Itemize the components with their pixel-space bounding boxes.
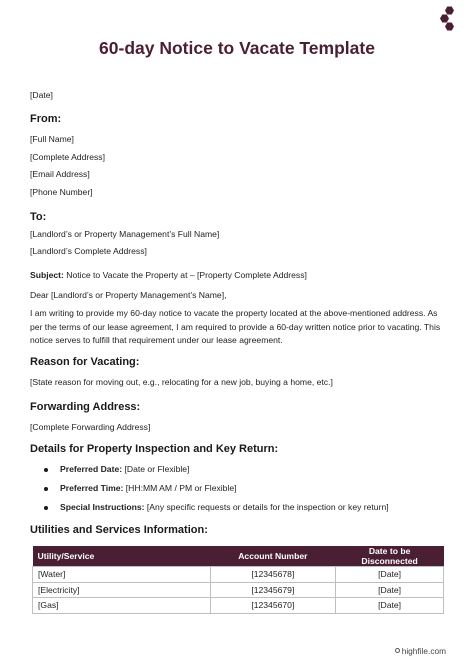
- body-paragraph: I am writing to provide my 60-day notice to vacate the property located at the above-mentioned address. As per the terms of our lease agreement, I am required to provide a 60-day written notice prior to vacating. This notice serves to fulfill that requirement under our lease agreement.: [30, 308, 441, 345]
- column-header: Account Number: [210, 546, 336, 567]
- preferred-time-value: [HH:MM AM / PM or Flexible]: [123, 483, 237, 493]
- from-address: [Complete Address]: [30, 152, 105, 162]
- table-cell: [Date]: [336, 567, 444, 583]
- hexagon-icon: [440, 14, 449, 23]
- salutation: Dear [Landlord’s or Property Management’s Name],: [30, 290, 227, 300]
- to-landlord-address: [Landlord’s Complete Address]: [30, 246, 147, 256]
- from-full-name: [Full Name]: [30, 134, 74, 144]
- footer-text: highfile.com: [401, 646, 446, 656]
- forwarding-text: [Complete Forwarding Address]: [30, 422, 151, 432]
- date-line: [Date]: [30, 90, 53, 100]
- special-instructions-value: [Any specific requests or details for the inspection or key return]: [144, 502, 389, 512]
- table-cell: [12345678]: [210, 567, 336, 583]
- reason-text: [State reason for moving out, e.g., relocating for a new job, buying a home, etc.]: [30, 377, 333, 387]
- subject-text: Notice to Vacate the Property at – [Property Complete Address]: [63, 270, 307, 280]
- table-row: [33, 582, 444, 598]
- column-header: Date to be Disconnected: [336, 546, 444, 567]
- table-cell: [Date]: [336, 598, 444, 614]
- table-row: [33, 598, 444, 614]
- list-item: [30, 464, 389, 475]
- preferred-date-label: Preferred Date:: [60, 464, 123, 474]
- utilities-heading: Utilities and Services Information:: [30, 524, 208, 536]
- preferred-date-value: [Date or Flexible]: [122, 464, 190, 474]
- table-cell: [Electricity]: [33, 582, 211, 598]
- table-cell: [Gas]: [33, 598, 211, 614]
- footer-source[interactable]: [395, 646, 446, 656]
- inspection-list: [30, 464, 389, 521]
- forwarding-heading: Forwarding Address:: [30, 401, 141, 413]
- inspection-heading: Details for Property Inspection and Key Return:: [30, 443, 279, 455]
- table-cell: [12345679]: [210, 582, 336, 598]
- table-row: [33, 567, 444, 583]
- lock-icon: [395, 648, 400, 653]
- preferred-time-label: Preferred Time:: [60, 483, 124, 493]
- list-item: [30, 502, 389, 513]
- from-email: [Email Address]: [30, 169, 90, 179]
- from-phone: [Phone Number]: [30, 187, 93, 197]
- subject-line: [30, 270, 307, 281]
- hexagon-icon: [445, 6, 454, 15]
- special-instructions-label: Special Instructions:: [60, 502, 145, 512]
- utilities-table: [32, 546, 444, 614]
- to-heading: To:: [30, 211, 47, 223]
- table-cell: [12345670]: [210, 598, 336, 614]
- table-header-row: [33, 546, 444, 567]
- page-title: 60-day Notice to Vacate Template: [99, 38, 375, 58]
- table-cell: [Date]: [336, 582, 444, 598]
- column-header: Utility/Service: [33, 546, 211, 567]
- from-heading: From:: [30, 113, 62, 125]
- corner-hexagon-decoration: [440, 6, 460, 32]
- to-landlord-name: [Landlord’s or Property Management’s Full Name]: [30, 229, 220, 239]
- list-item: [30, 483, 389, 494]
- table-cell: [Water]: [33, 567, 211, 583]
- hexagon-icon: [445, 22, 454, 31]
- subject-label: Subject:: [30, 270, 64, 280]
- reason-heading: Reason for Vacating:: [30, 356, 140, 368]
